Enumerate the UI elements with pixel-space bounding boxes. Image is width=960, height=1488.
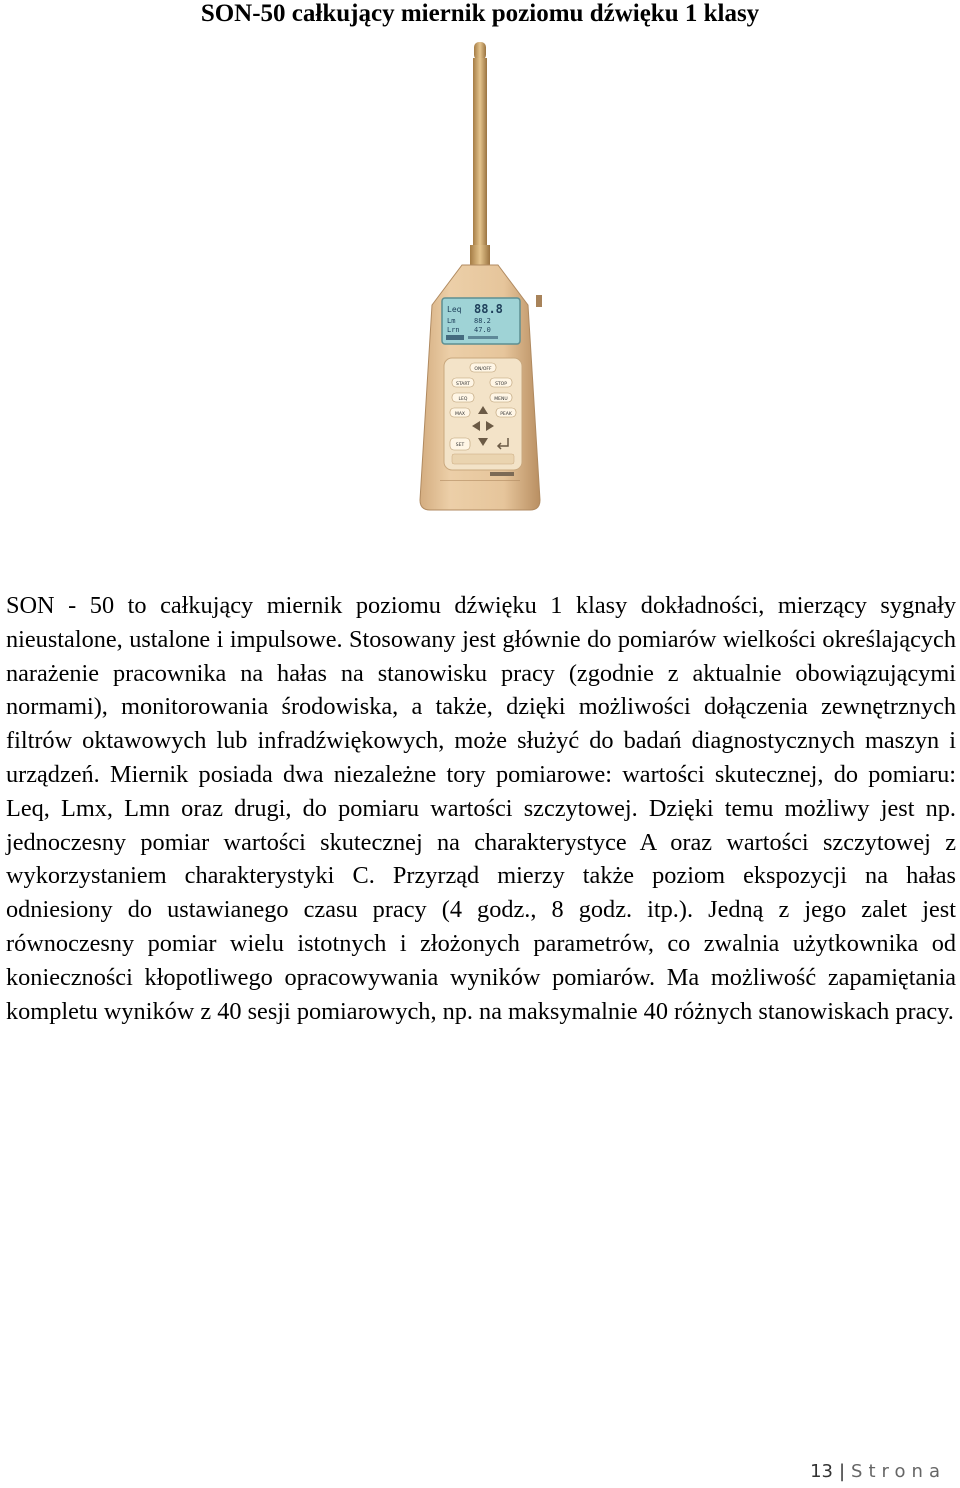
footer-separator: | [838,1461,846,1482]
lcd-row-3-value: 47.0 [474,326,491,334]
lcd-row-1-value: 88.8 [474,302,503,316]
lcd-row-1-label: Leq [447,305,462,314]
svg-text:START: START [456,382,470,387]
page-title: SON-50 całkujący miernik poziomu dźwięku 1 klasy [200,0,760,27]
svg-text:PEAK: PEAK [500,412,512,417]
footer-page-word: Strona [851,1461,946,1482]
microphone-stem [473,58,487,248]
svg-text:STOP: STOP [495,382,507,387]
description-paragraph: SON - 50 to całkujący miernik poziomu dźwięku 1 klasy dokładności, mierzący sygnały nieustalone, ustalone i impulsowe. Stosowany jest głównie do pomiarów wielkości określających narażenie pracownika na hałas na stanowisku pracy (zgodnie z aktualnie obowiązującymi normami), monitorowania środowiska, a także, dzięki możliwości dołączenia zewnętrznych filtrów oktawowych lub infradźwiękowych, może służyć do badań diagnostycznych maszyn i urządzeń. Miernik posiada dwa niezależne tory pomiarowe: wartości skutecznej, do pomiaru: Leq, Lmx, Lmn oraz drugi, do pomiaru wartości szczytowej. Dzięki temu możliwy jest np. jednoczesny pomiar wartości skutecznej na charakterystyce A oraz wartości szczytowej z wykorzystaniem charakterystyki C. Przyrząd mierzy także poziom ekspozycji na hałas odniesiony do ustawianego czasu pracy (4 godz., 8 godz. itp.). Jedną z jego zalet jest równoczesny pomiar wielu istotnych i złożonych parametrów, co zwalnia użytkownika od konieczności kłopotliwego opracowywania wyników pomiarów. Ma możliwość zapamiętania kompletu wyników z 40 sesji pomiarowych, np. na maksymalnie 40 różnych stanowiskach pracy. [6,592,956,1025]
microphone-capsule [474,42,486,60]
sound-level-meter-image [400,40,560,515]
svg-text:MENU: MENU [494,397,508,402]
on-off-key-label: ON/OFF [474,367,492,372]
page-footer [810,1461,946,1482]
lcd-row-3-label: Lrn [447,326,460,334]
page-number: 13 [810,1461,833,1482]
svg-text:LEQ: LEQ [458,397,468,402]
svg-text:SET: SET [455,443,465,448]
svg-text:MAX: MAX [454,412,466,417]
lcd-row-2-label: Lm [447,317,456,325]
lcd-row-2-value: 88.2 [474,317,491,325]
